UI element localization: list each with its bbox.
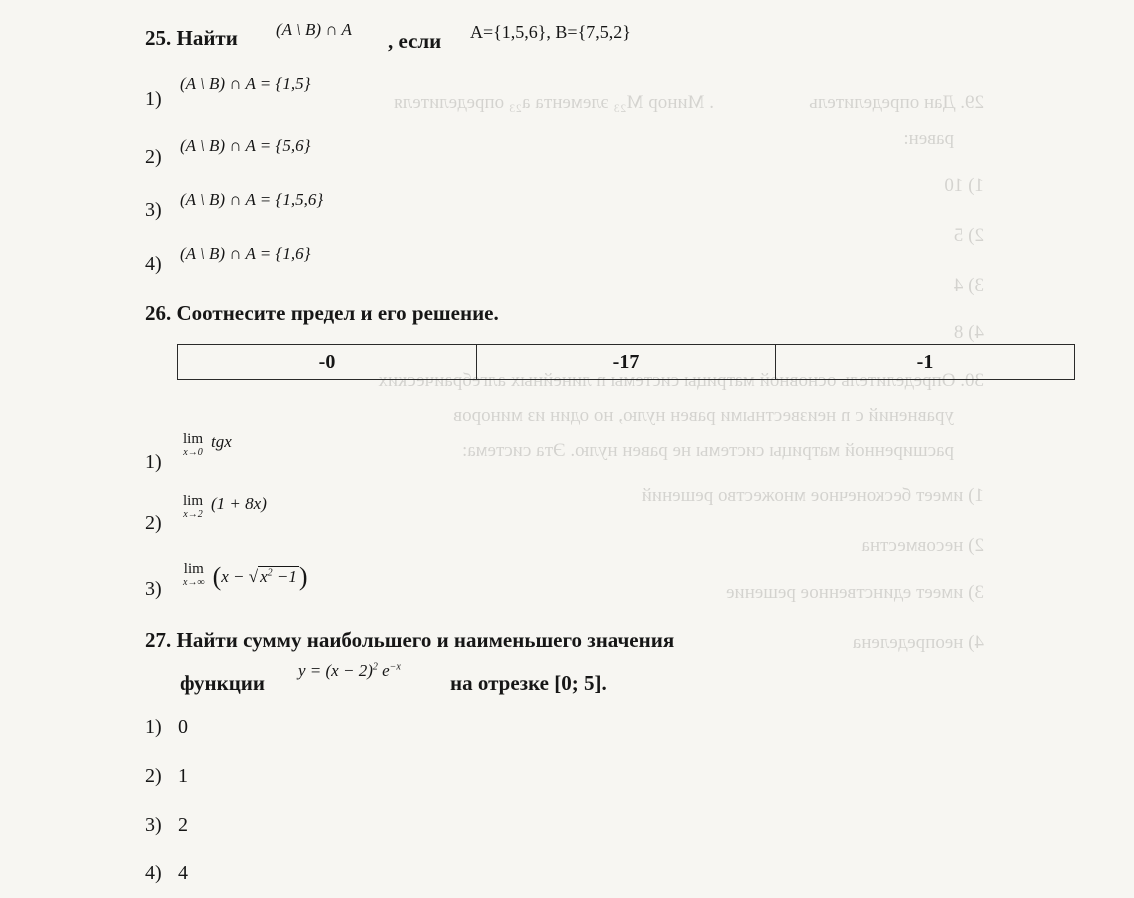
bleed-line: 3) имеет единственное решение <box>726 582 984 603</box>
q25-option-4[interactable]: (A \ B) ∩ A = {1,6} <box>180 244 311 263</box>
bleed-line: 3) 4 <box>953 275 984 296</box>
lim-subscript: x→∞ <box>183 577 205 588</box>
q25-option-4-number: 4) <box>145 253 162 275</box>
func-exponent: 2 <box>372 661 378 673</box>
q27-option-2-number: 2) <box>145 765 162 787</box>
bleed-line: 4) неопределена <box>852 632 984 653</box>
func-e: e <box>377 661 390 680</box>
q26-item-1[interactable] <box>183 432 232 458</box>
q26-item-3[interactable]: lim x→∞ (x − √ $x^2 -1$) <box>183 561 308 591</box>
q27-function <box>298 661 401 681</box>
limit-expression: tgx <box>211 432 232 451</box>
sqrt-radicand <box>258 566 299 586</box>
q26-item-1-number: 1) <box>145 451 162 473</box>
radicand-exponent: 2 <box>267 567 273 579</box>
q26-title: 26. Соотнесите предел и его решение. <box>145 301 499 325</box>
bleed-line: уравнений с n неизвестными равен нулю, но один из миноров <box>453 405 954 426</box>
limit-operator <box>183 432 203 458</box>
q27-option-1-number: 1) <box>145 716 162 738</box>
q25-option-1[interactable]: (A \ B) ∩ A = {1,5} <box>180 74 311 93</box>
bleed-line: 1) 10 <box>944 175 984 196</box>
lim-subscript: x→0 <box>183 447 203 458</box>
q27-option-1[interactable]: 0 <box>178 716 188 738</box>
q27-title: 27. Найти сумму наибольшего и наименьшего значения <box>145 628 675 652</box>
q26-item-3-number: 3) <box>145 578 162 600</box>
q26-answer-cell[interactable]: -1 <box>776 345 1075 380</box>
q26-item-2-number: 2) <box>145 512 162 534</box>
bleed-line: равен: <box>903 128 954 149</box>
func-e-exponent: −x <box>389 661 401 673</box>
bleed-line: расширенной матрицы системы не равен нулю. Эта система: <box>461 440 954 461</box>
func-base: y = (x − 2) <box>298 661 373 680</box>
lim-text: lim <box>183 431 204 447</box>
limit-operator <box>183 562 205 588</box>
q25-option-2[interactable]: (A \ B) ∩ A = {5,6} <box>180 136 311 155</box>
q26-answer-cell[interactable]: -17 <box>477 345 776 380</box>
limit-expression: (1 + 8x) <box>211 494 267 513</box>
q26-answers-table <box>177 344 1075 380</box>
q25-title: 25. Найти <box>145 26 238 50</box>
lim-subscript: x→2 <box>183 509 203 520</box>
q27-option-4-number: 4) <box>145 862 162 884</box>
q27-option-3-number: 3) <box>145 814 162 836</box>
bleed-line: 1) имеет бесконечное множество решений <box>641 485 984 506</box>
radicand-rest: −1 <box>272 567 297 586</box>
lim-text: lim <box>183 493 204 509</box>
q25-esli: , если <box>388 29 442 53</box>
q26-answer-cell[interactable]: -0 <box>178 345 477 380</box>
radicand-var: x <box>260 567 268 586</box>
bleed-line: 30. Определитель основной матрицы системы n линейных алгебраических <box>378 370 984 391</box>
q25-option-2-number: 2) <box>145 146 162 168</box>
q25-option-3-number: 3) <box>145 199 162 221</box>
q25-option-1-number: 1) <box>145 88 162 110</box>
lim-text: lim <box>183 561 204 577</box>
bleed-line: . Минор М₂₃ элемента а₂₃ определителя <box>394 92 714 113</box>
q27-option-4[interactable]: 4 <box>178 862 188 884</box>
q27-option-2[interactable]: 1 <box>178 765 188 787</box>
bleed-line: 2) несовместна <box>861 535 984 556</box>
bleed-line: 2) 5 <box>953 225 984 246</box>
limit-operator <box>183 494 203 520</box>
q25-sets: A={1,5,6}, B={7,5,2} <box>470 22 631 42</box>
q27-func-label: функции <box>180 671 266 695</box>
bleed-line: 29. Дан определитель <box>809 92 984 113</box>
q26-item-2[interactable] <box>183 494 267 520</box>
q25-expression: (A \ B) ∩ A <box>276 20 352 39</box>
bleed-line: 4) 8 <box>953 322 984 343</box>
q27-segment: на отрезке [0; 5]. <box>450 671 607 695</box>
q27-option-3[interactable]: 2 <box>178 814 188 836</box>
limit-expression-a: x − <box>221 567 249 586</box>
q25-option-3[interactable]: (A \ B) ∩ A = {1,5,6} <box>180 190 324 209</box>
